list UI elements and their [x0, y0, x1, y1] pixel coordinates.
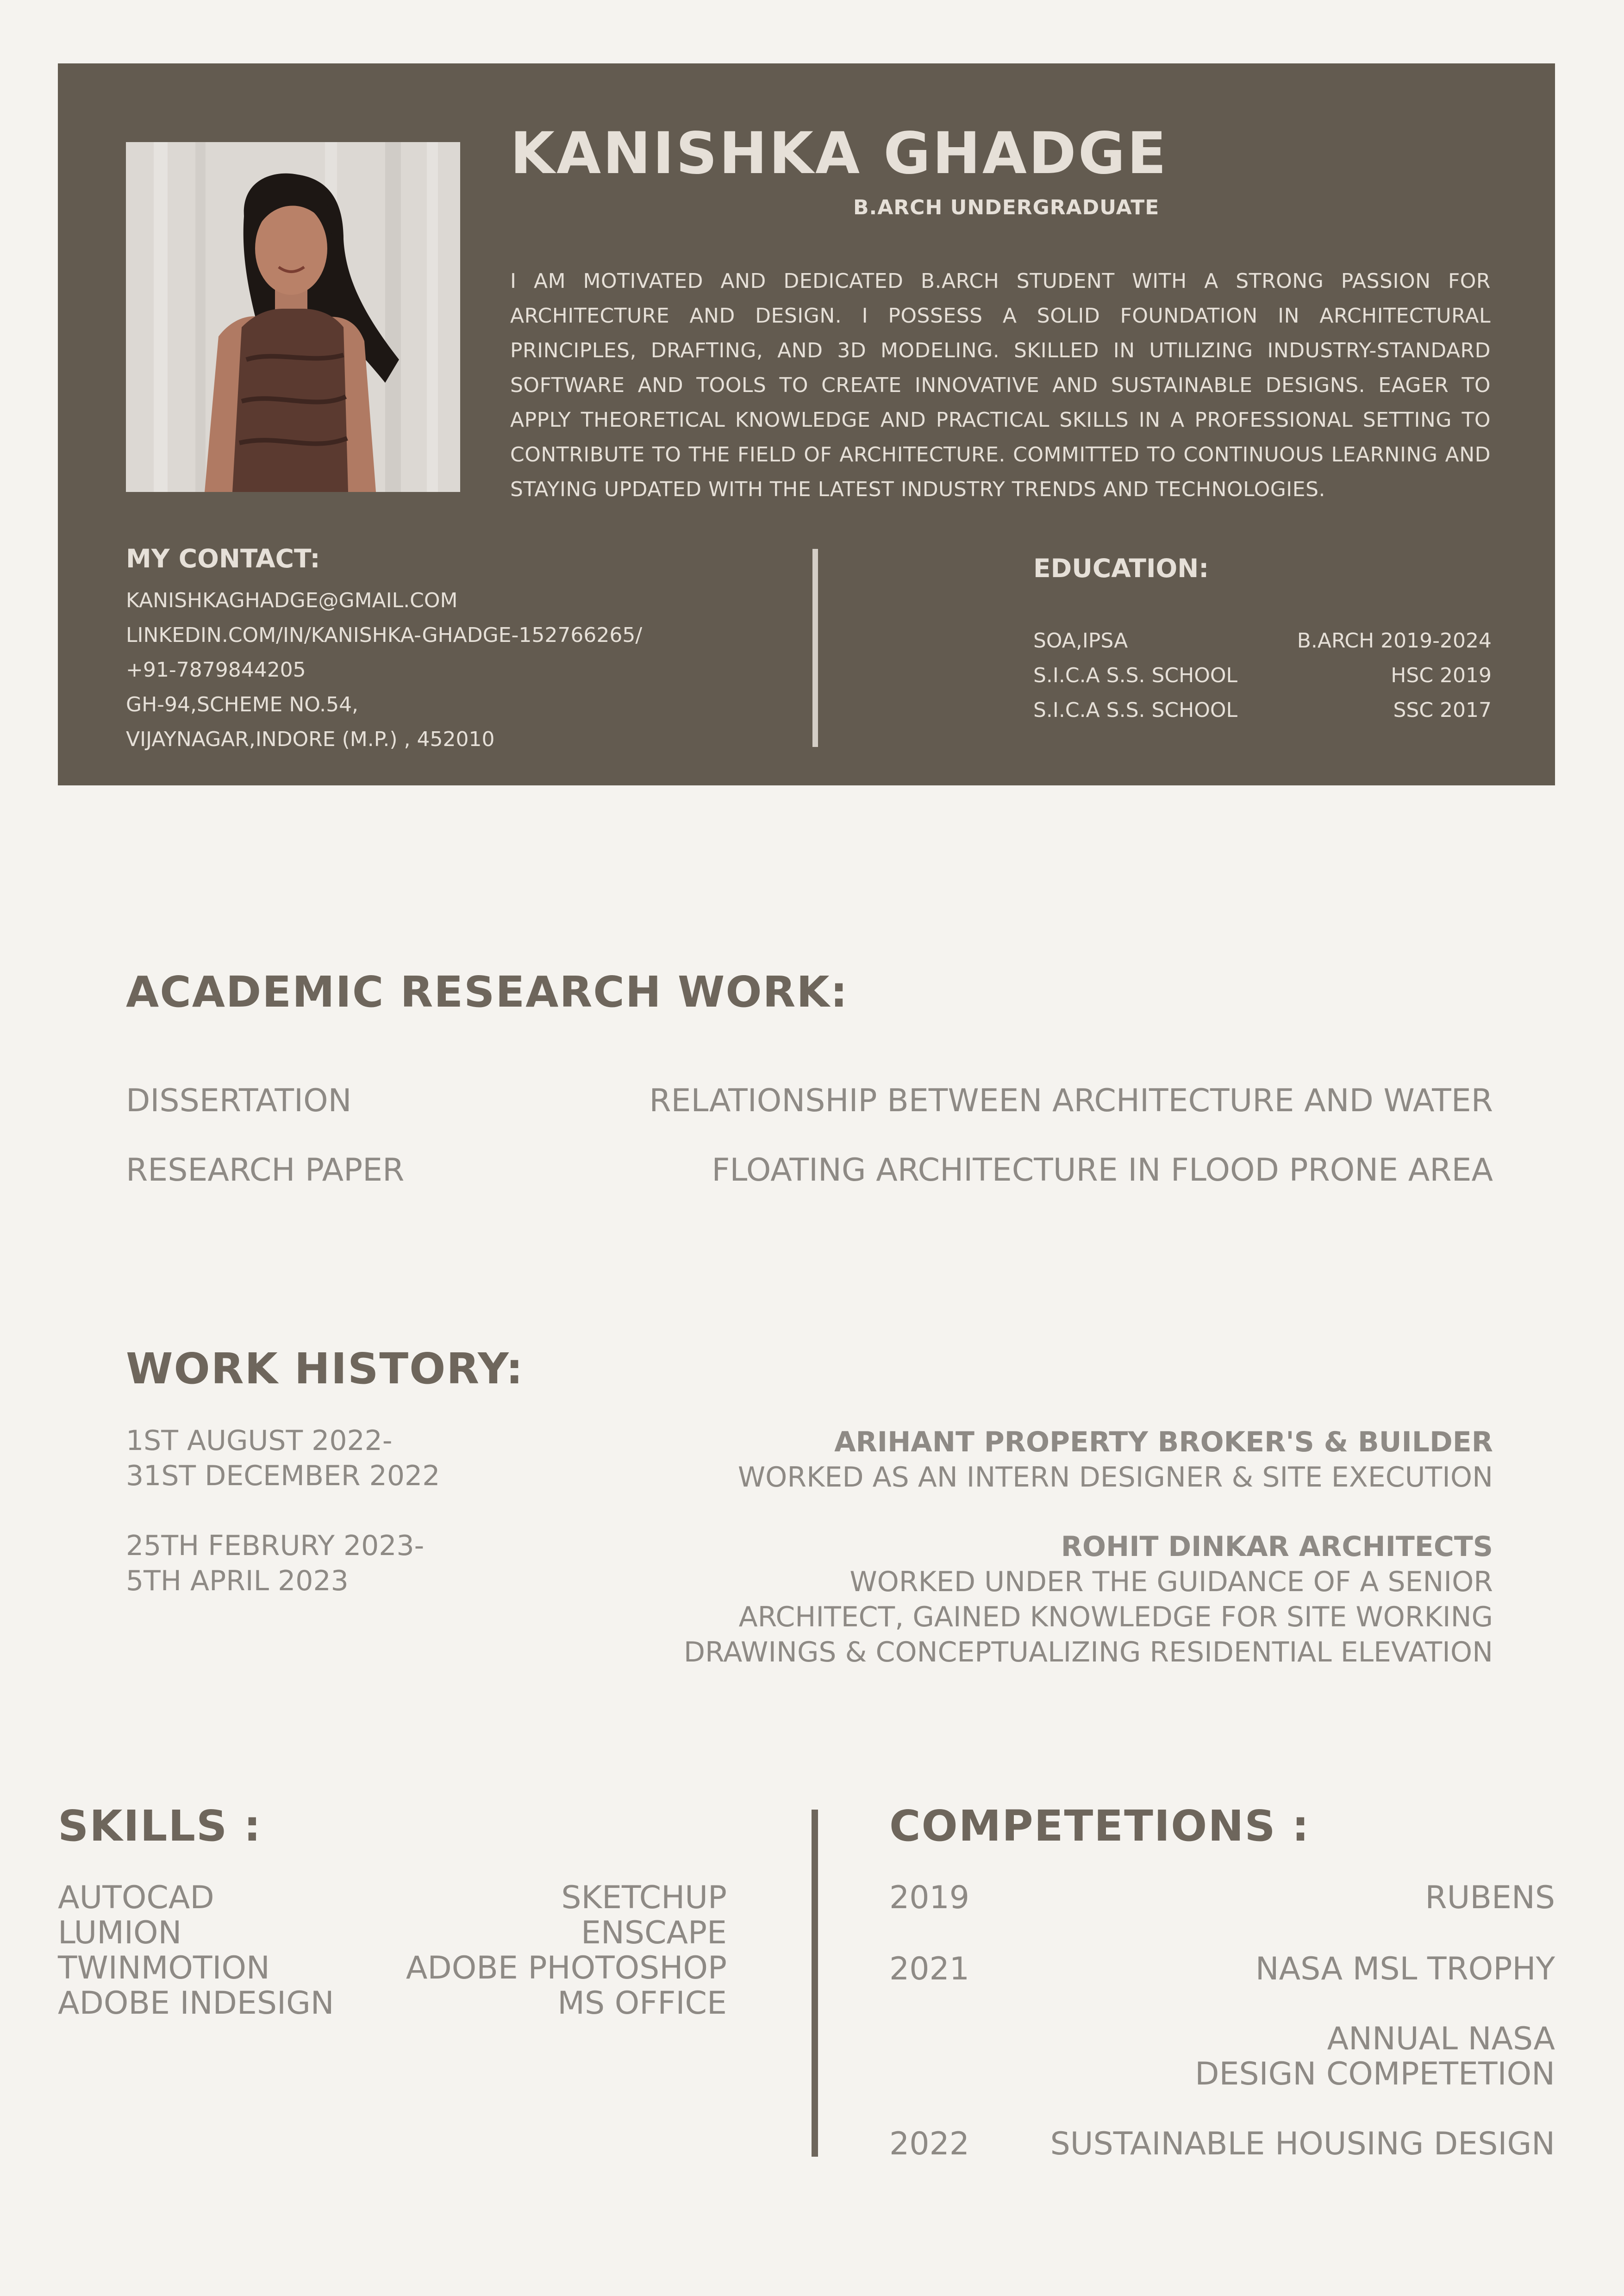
work-date-start: 25TH FEBRURY 2023-	[126, 1530, 425, 1562]
work-entry	[738, 1425, 1493, 1495]
work-heading: WORK HISTORY:	[126, 1344, 524, 1394]
skill-item: LUMION	[58, 1915, 182, 1951]
contact-address-line1: GH-94,SCHEME NO.54,	[126, 693, 359, 716]
skill-item: SKETCHUP	[561, 1879, 727, 1916]
work-date-end: 5TH APRIL 2023	[126, 1565, 349, 1597]
skill-item: ENSCAPE	[581, 1915, 727, 1951]
education-heading: EDUCATION:	[1033, 554, 1209, 583]
education-row	[1033, 658, 1492, 693]
contact-list	[126, 583, 642, 757]
skills-heading: SKILLS :	[58, 1801, 262, 1851]
research-title: RELATIONSHIP BETWEEN ARCHITECTURE AND WATER	[649, 1083, 1493, 1119]
work-description: WORKED UNDER THE GUIDANCE OF A SENIOR	[849, 1566, 1493, 1598]
work-company: ARIHANT PROPERTY BROKER'S & BUILDER	[834, 1426, 1493, 1458]
education-detail: SSC 2017	[1393, 698, 1492, 722]
skills-divider	[812, 1810, 818, 2157]
research-heading: ACADEMIC RESEARCH WORK:	[126, 967, 849, 1017]
contact-email[interactable]: KANISHKAGHADGE@GMAIL.COM	[126, 589, 458, 612]
work-description: DRAWINGS & CONCEPTUALIZING RESIDENTIAL ELEVATION	[683, 1636, 1493, 1668]
education-list	[1033, 623, 1492, 728]
contact-phone[interactable]: +91-7879844205	[126, 658, 306, 682]
contact-linkedin[interactable]: LINKEDIN.COM/IN/KANISHKA-GHADGE-152766265/	[126, 623, 643, 647]
research-label: RESEARCH PAPER	[126, 1152, 405, 1188]
competitions-heading: COMPETETIONS :	[889, 1801, 1310, 1851]
skill-item: TWINMOTION	[58, 1950, 270, 1986]
competition-name: RUBENS	[1425, 1879, 1555, 1916]
education-school: S.I.C.A S.S. SCHOOL	[1033, 698, 1238, 722]
profile-summary: I AM MOTIVATED AND DEDICATED B.ARCH STUDENT WITH A STRONG PASSION FOR ARCHITECTURE AND DESIGN. I POSSESS A SOLID FOUNDATION IN ARCHITECTURAL PRINCIPLES, DRAFTING, AND 3D MODELING. SKILLED IN UTILIZING INDUSTRY-STANDARD SOFTWARE AND TOOLS TO CREATE INNOVATIVE AND SUSTAINABLE DESIGNS. EAGER TO APPLY THEORETICAL KNOWLEDGE AND PRACTICAL SKILLS IN A PROFESSIONAL SETTING TO CONTRIBUTE TO THE FIELD OF ARCHITECTURE. COMMITTED TO CONTINUOUS LEARNING AND STAYING UPDATED WITH THE LATEST INDUSTRY TRENDS AND TECHNOLOGIES.	[510, 269, 1491, 501]
skills-list-left	[58, 1880, 334, 2021]
work-description: WORKED AS AN INTERN DESIGNER & SITE EXECUTION	[737, 1461, 1493, 1493]
skill-item: MS OFFICE	[557, 1985, 727, 2022]
skill-item: ADOBE INDESIGN	[58, 1985, 334, 2022]
competition-name: SUSTAINABLE HOUSING DESIGN	[1050, 2126, 1555, 2162]
contact-heading: MY CONTACT:	[126, 544, 320, 573]
work-entry	[684, 1529, 1493, 1670]
competition-name	[1195, 2022, 1555, 2092]
profile-photo	[126, 142, 460, 492]
work-date-start: 1ST AUGUST 2022-	[126, 1425, 393, 1457]
education-school: SOA,IPSA	[1033, 629, 1128, 653]
research-label: DISSERTATION	[126, 1083, 352, 1119]
work-dates	[126, 1423, 440, 1493]
skills-list-right	[406, 1880, 727, 2021]
work-description: ARCHITECT, GAINED KNOWLEDGE FOR SITE WORKING	[738, 1601, 1493, 1633]
education-school: S.I.C.A S.S. SCHOOL	[1033, 664, 1238, 687]
research-title: FLOATING ARCHITECTURE IN FLOOD PRONE AREA	[712, 1152, 1493, 1188]
education-row	[1033, 623, 1492, 658]
header-divider	[812, 549, 818, 747]
competition-year: 2022	[889, 2126, 970, 2162]
work-company: ROHIT DINKAR ARCHITECTS	[1061, 1531, 1493, 1563]
resume-name: KANISHKA GHADGE	[510, 120, 1168, 187]
skill-item: AUTOCAD	[58, 1879, 214, 1916]
work-date-end: 31ST DECEMBER 2022	[126, 1460, 440, 1492]
competition-name: NASA MSL TROPHY	[1255, 1951, 1555, 1987]
skill-item: ADOBE PHOTOSHOP	[406, 1950, 727, 1986]
competition-name-line: DESIGN COMPETETION	[1195, 2056, 1555, 2092]
resume-subtitle: B.ARCH UNDERGRADUATE	[853, 196, 1160, 219]
competition-year: 2021	[889, 1951, 970, 1987]
education-detail: B.ARCH 2019-2024	[1297, 629, 1492, 653]
competition-name-line: ANNUAL NASA	[1327, 2021, 1555, 2057]
education-detail: HSC 2019	[1391, 664, 1492, 687]
contact-address-line2: VIJAYNAGAR,INDORE (M.P.) , 452010	[126, 728, 495, 751]
work-dates	[126, 1528, 424, 1599]
education-row	[1033, 693, 1492, 728]
competition-year: 2019	[889, 1879, 970, 1916]
